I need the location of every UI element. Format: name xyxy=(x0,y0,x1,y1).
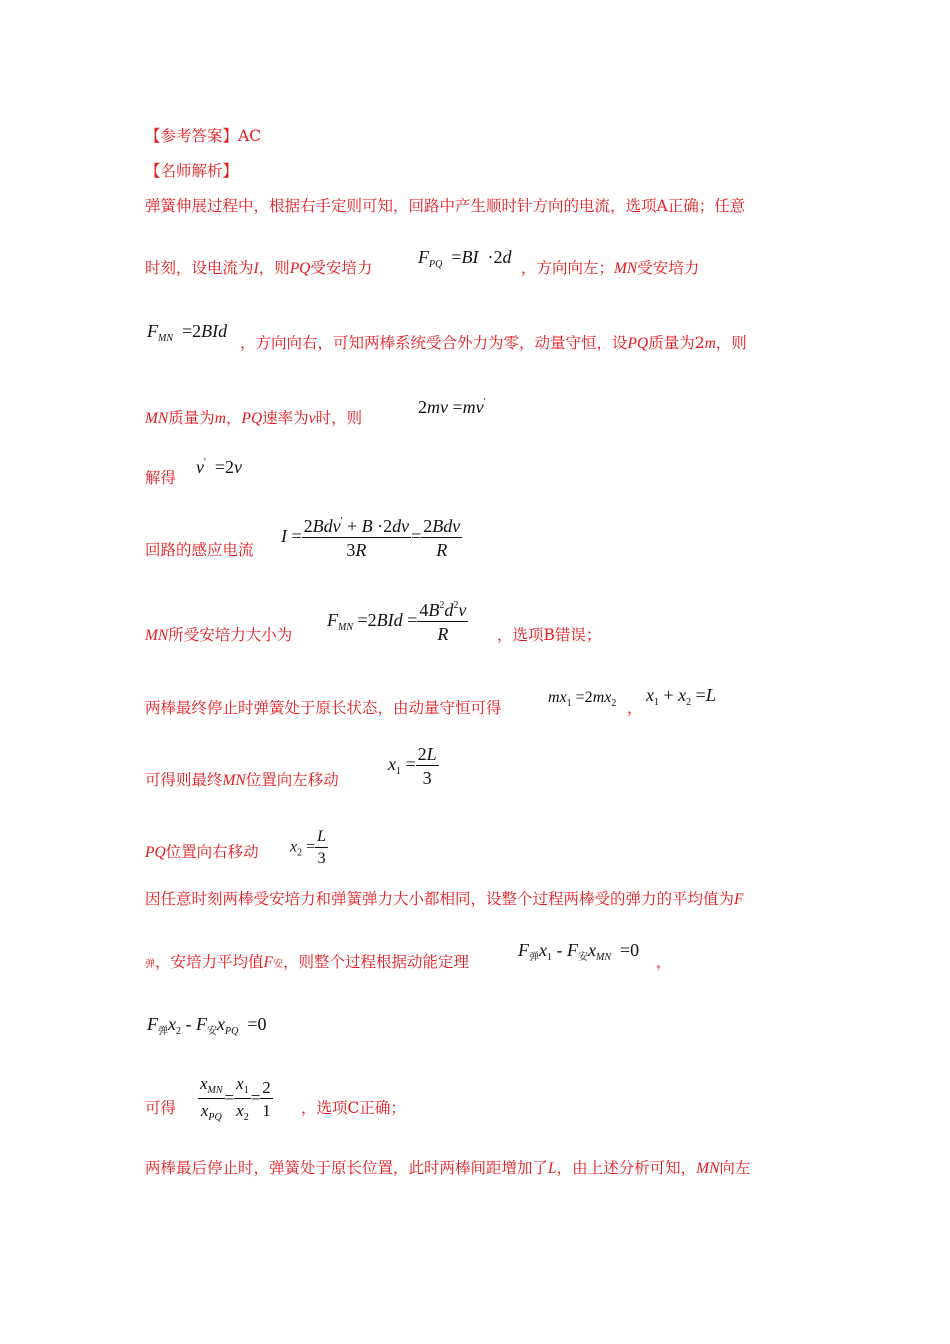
paragraph-line-7-tail: ，选项B错误； xyxy=(497,626,602,644)
formula-x1: $x_1$ = $\frac{2L}{3}$ xyxy=(388,744,437,788)
paragraph-line-2-tail: ，方向向左；MN受安培力 xyxy=(521,259,700,277)
answer-label: 【参考答案】 xyxy=(145,127,239,145)
paragraph-line-2: 时刻，设电流为I，则PQ受安培力 xyxy=(145,259,373,277)
paragraph-line-1: 弹簧伸展过程中，根据右手定则可知，回路中产生顺时针方向的电流，选项A正确；任意 xyxy=(145,197,746,215)
formula-energy-mn: $F_弹x_1 - F_安x_{MN} =0$ xyxy=(518,940,640,963)
formula-current: I = $\frac{2Bdv' + B \cdot 2dv}{3R}$ = $\frac{\text{2Bdv}}{R}$ xyxy=(281,516,461,560)
paragraph-line-5: 解得 xyxy=(145,469,177,487)
comma: ， xyxy=(627,699,643,717)
paragraph-line-14: 可得 xyxy=(145,1099,177,1117)
formula-ratio: $\frac{x_{MN}}{x_{PQ}}$ = $\frac{x_1}{x_2}$ = $\frac{2}{1}$ xyxy=(200,1074,271,1123)
formula-v-prime: v' =2v xyxy=(196,457,242,477)
paragraph-line-4: MN质量为m，PQ速率为v时，则 xyxy=(145,409,363,427)
formula-sum: $x_1 + x_2 =L$ xyxy=(646,685,716,708)
paragraph-line-6: 回路的感应电流 xyxy=(145,541,254,559)
answer-value: AC xyxy=(238,127,262,145)
paragraph-line-12: 弹，安培力平均值F安，则整个过程根据动能定理 xyxy=(145,953,469,971)
formula-f-mn-total: $F_{MN} =2BId$ = $\frac{4B^2d^2v}{R}$ xyxy=(327,600,467,644)
formula-momentum: 2mv =mv' xyxy=(418,397,486,417)
paragraph-line-11: 因任意时刻两棒受安培力和弹簧弹力大小都相同，设整个过程两棒受的弹力的平均值为F xyxy=(145,890,744,908)
paragraph-line-15: 两棒最后停止时，弹簧处于原长位置，此时两棒间距增加了L，由上述分析可知，MN向左 xyxy=(145,1159,751,1177)
paragraph-line-3: ，方向向右，可知两棒系统受合外力为零，动量守恒，设PQ质量为2m，则 xyxy=(240,334,747,352)
formula-x2: $x_2$ = $\frac{L}{3}$ xyxy=(290,828,327,867)
paragraph-line-9: 可得则最终MN位置向左移动 xyxy=(145,771,339,789)
formula-f-mn: $F_{MN} =2BId$ xyxy=(147,321,228,344)
formula-energy-pq: $F_弹x_2 - F_安x_{PQ} =0$ xyxy=(147,1014,267,1037)
paragraph-line-7: MN所受安培力大小为 xyxy=(145,626,293,644)
formula-displacement: $mx_1 =2mx_2$ xyxy=(548,689,617,709)
formula-f-pq: $F_{PQ} =BI \cdot 2d$ xyxy=(418,247,512,270)
paragraph-line-10: PQ位置向右移动 xyxy=(145,843,259,861)
comma: ， xyxy=(656,953,672,971)
paragraph-line-8: 两棒最终停止时弹簧处于原长状态，由动量守恒可得 xyxy=(145,699,502,717)
paragraph-line-14-tail: ，选项C正确； xyxy=(301,1099,406,1117)
analysis-label: 【名师解析】 xyxy=(145,162,239,180)
answer-line xyxy=(145,129,261,145)
